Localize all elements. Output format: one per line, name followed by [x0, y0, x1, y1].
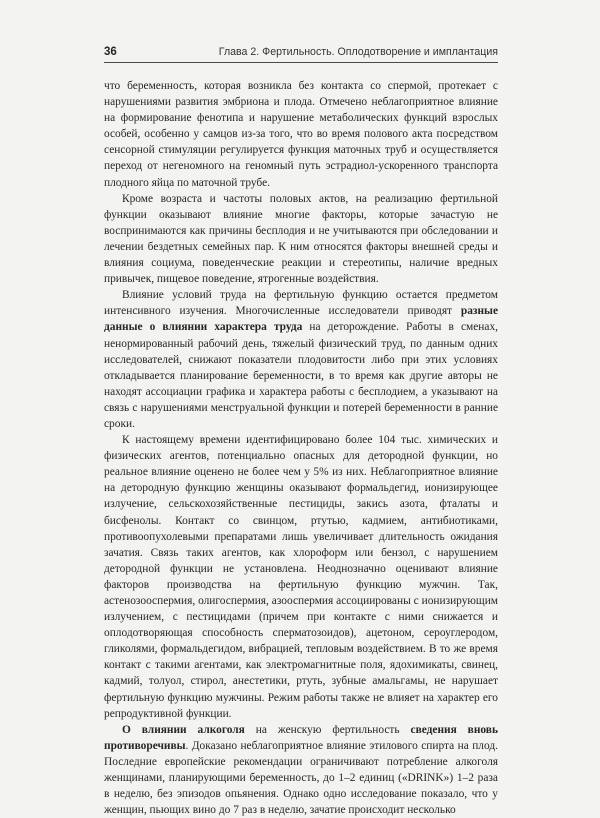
running-header: [104, 45, 498, 63]
paragraph-alcohol: О влиянии алкоголя на женскую фертильность сведения вновь противоречивы. Доказано неблагоприятное влияние этилового спирта на плод. Последние европейские рекомендации ограничивают потребление алкоголя женщинами, планирующими беременность, до 1–2 единиц («DRINK») 1–2 раза в неделю, без эпизодов опьянения. Однако одно исследование показало, что у женщин, пьющих вино до 7 раз в неделю, зачатие происходит несколько: [104, 723, 498, 817]
page-number: 36: [104, 46, 117, 58]
running-title: Глава 2. Фертильность. Оплодотворение и имплантация: [218, 46, 498, 58]
paragraph-chemical-agents: К настоящему времени идентифицировано более 104 тыс. химических и физических агентов, потенциально опасных для детородной функции, но реальное влияние оценено не более чем у 5% из них. Неблагоприятное влияние на детородную функцию женщины оказывают формальдегид, ионизирующее излучение, сельскохозяйственные пестициды, закись азота, фталаты и бисфенолы. Контакт со свинцом, ртутью, кадмием, антибиотиками, противоопухолевыми препаратами лишь увеличивает длительность ожидания зачатия. Связь таких агентов, как хлороформ или бензол, с нарушением детородной функции не установлена. Неоднозначно оценивают влияние факторов производства на фертильную функцию мужчин. Так, астенозооспермия, олигоспермия, азооспермия ассоциированы с ионизирующим излучением, с пестицидами (причем при контакте с ними снижается и оплодотворяющая способность сперматозоидов), ацетоном, сероуглеродом, гликолями, формальдегидом, вибрацией, тепловым воздействием. В то же время контакт с такими агентами, как электромагнитные поля, ядохимикаты, свинец, кадмий, толуол, стирол, анестетики, ртуть, зубные амальгамы, не нарушает фертильную функцию мужчины. Режим работы также не влияет на характер его репродуктивной функции.: [104, 434, 498, 720]
emphasis-alcohol: О влиянии алкоголя: [122, 723, 245, 736]
paragraph-work-conditions: Влияние условий труда на фертильную функцию остается предметом интенсивного изучения. Многочисленные исследователи приводят разные данные о влиянии характера труда на деторождение. Работы в сменах, ненормированный рабочий день, тяжелый физический труд, по данным одних исследователей, снижают показатели плодовитости либо при этих условиях откладывается планирование беременности, в то время как другие авторы не находят ассоциации графика и характера работы с бесплодием, а указывают на связь с нарушениями менструальной функции и потерей беременности в ранние сроки.: [104, 289, 498, 430]
body-text: [104, 78, 498, 818]
paragraph-factors: Кроме возраста и частоты половых актов, на реализацию фертильной функции оказывают влияние многие факторы, которые зачастую не воспринимаются как причины бесплодия и не учитываются при обследовании и лечении бездетных семейных пар. К ним относятся факторы внешней среды и влияния социума, поведенческие реакции и стереотипы, наличие вредных привычек, пищевое поведение, ятрогенные воздействия.: [104, 192, 498, 286]
emphasis-work-character: разные данные о влиянии характера труда: [104, 305, 498, 334]
paragraph-pregnancy-contact: что беременность, которая возникла без контакта со спермой, протекает с нарушениями развития эмбриона и плода. Отмечено неблагоприятное влияние на формирование фенотипа и нарушение метаболических функций взрослых особей, особенно у самцов из-за того, что во время полового акта посредством сенсорной стимуляции регулируется функция маточных труб и осуществляется переход от негеномного на геномный путь эстрадиол-ускоренного транспорта плодного яйца по маточной трубе.: [104, 80, 498, 189]
emphasis-contradictory: сведения вновь противоречивы: [104, 723, 498, 752]
